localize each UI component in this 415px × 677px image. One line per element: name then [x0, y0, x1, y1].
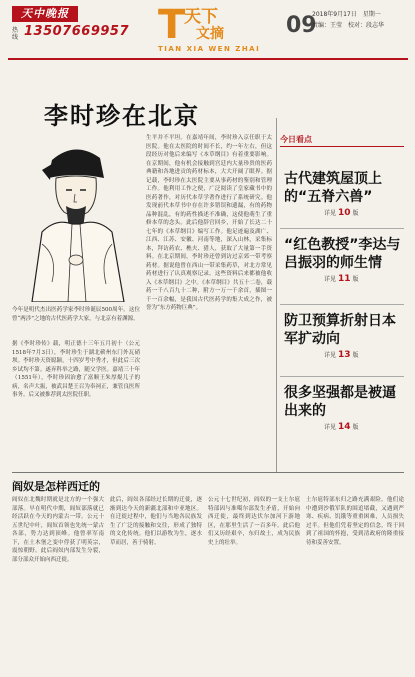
highlight-headline[interactable]: “红色教授”李达与吕振羽的师生情: [284, 237, 401, 271]
ref-prefix: 详见: [324, 424, 337, 431]
ref-suffix: 版: [352, 276, 359, 283]
portrait-caption: 今年是明代杰出医药学家李时珍诞辰500周年。这位曾“两涉”之地的古代医药学大家，与北京有着渊源。: [12, 307, 140, 322]
page-reference: [284, 208, 404, 218]
article-body-left: 据《李时珍传》载，明正德十三年五月初十（公元1518年7月3日），李时珍生于湖北蕲州东门外瓦硝坝。李时珍天资聪颖，十四岁考中秀才，但此后三次乡试均不第。遂弃科举之路，随父学医。嘉靖三十年（1551年），李时珍因治愈了富顺王朱厚焜儿子的病，名声大振，被武昌楚王召为奉祠正，兼管良医所事务。后又被推荐到太医院任职。: [12, 341, 140, 398]
sidebar-divider: [280, 228, 404, 229]
newspaper-logo: 天中晚报: [12, 6, 78, 22]
page-number: 09: [286, 13, 317, 38]
ref-page-number: 14: [338, 422, 351, 432]
sub-article-column: 土尔扈特部东归之路充满艰险。他们途中遭到沙俄军队的围追堵截，又遇到严寒、疾病、饥饿等重重困难，人员损失过半。但他们凭着坚定的信念，终于回到了祖国的怀抱，受到清政府的隆重接待和妥善安置。: [306, 497, 404, 546]
ref-prefix: 详见: [324, 352, 337, 359]
section-big-letter: T: [158, 2, 186, 48]
sub-article-title: 阎奴是怎样西迁的: [12, 480, 100, 493]
ref-suffix: 版: [352, 210, 359, 217]
section-pinyin: TIAN XIA WEN ZHAI: [158, 45, 261, 53]
section-name-line1: 天下: [184, 7, 218, 27]
header-divider: [8, 58, 408, 60]
page-reference: [284, 422, 404, 432]
highlight-headline[interactable]: 防卫预算折射日本军扩动向: [284, 313, 396, 347]
ref-page-number: 13: [338, 350, 351, 360]
issue-date: 2018年9月17日 星期一: [312, 11, 381, 18]
column-divider: [276, 118, 277, 472]
li-shizhen-portrait-image: [12, 132, 138, 302]
ref-suffix: 版: [352, 424, 359, 431]
sub-article-column: 此后，阎奴各部经过长期的迁徙，逐渐到达今天的新疆北部和中亚地区。在迁徙过程中，他们与当地各民族发生了广泛的接触和交往，形成了独特的文化传统。他们以游牧为生，逐水草而居，善于骑射。: [110, 497, 202, 546]
page-reference: [284, 350, 404, 360]
hotline-phone: 13507669957: [24, 24, 129, 39]
section-divider: [12, 472, 404, 473]
editor-credits: 责编：王莹 校对：段志华: [312, 22, 385, 29]
highlight-item[interactable]: [284, 170, 404, 218]
sidebar-divider: [280, 376, 404, 377]
today-highlights-label: 今日看点: [280, 135, 312, 144]
sub-article-column: 阎奴在北魏时期就是北方的一个强大部落。早在明代中期，阎奴部落就已经活跃在今天的内蒙古一带。公元十五世纪中叶，阎奴首领也先统一蒙古各部，势力达到顶峰。他曾率军南下，在土木堡之变中俘获了明英宗，震惊朝野。此后阎奴内部发生分裂，部分部众开始向西迁徙。: [12, 497, 104, 563]
sidebar-divider: [280, 304, 404, 305]
highlight-item[interactable]: [284, 236, 404, 284]
highlight-item[interactable]: [284, 384, 404, 432]
ref-page-number: 10: [338, 208, 351, 218]
highlight-headline[interactable]: 古代建筑屋顶上的“五脊六兽”: [284, 171, 382, 205]
page-header: [0, 0, 415, 60]
article-title: 李时珍在北京: [44, 102, 200, 130]
article-body-middle: 生平并不平坦。在嘉靖年间，李时珍入京任职于太医院。他在太医院的时间不长，约一年左右，但这段经历对他后来编写《本草纲目》有着重要影响。在京期间，他有机会接触到宫廷内大量珍贵的医药典籍和各地进贡的药材标本，大大开阔了眼界。据记载，李时珍在太医院主要从事药材的鉴别和管理工作。他利用工作之便，广泛阅读了皇家藏书中的医药著作，对历代本草学著作进行了系统研究。他发现前代本草书中存在许多错误和遗漏，有的药物品种混乱，有的药性描述不准确，这使他萌生了重修本草的念头。此后他辞官回乡，开始了长达二十七年的《本草纲目》编写工作。他足迹遍及湖广、江西、江苏、安徽、河南等地，深入山林，采集标本，拜访药农、樵夫、猎人，获取了大量第一手资料。在北京期间，李时珍还曾到访过京郊一带考察药材。据说他曾在西山一带采集药草，对北方常见药材进行了认真观察记录。这些资料后来都被他收入《本草纲目》之中。《本草纲目》共五十二卷，载药一千八百九十二种，附方一万一千余首，插图一千一百余幅，是我国古代医药学的集大成之作，被誉为“东方药物巨典”。: [146, 135, 272, 311]
hotline-label: 热线: [12, 27, 19, 41]
highlight-headline[interactable]: 很多坚强都是被逼出来的: [284, 385, 396, 419]
page-reference: [284, 274, 404, 284]
sidebar-header-rule: [280, 146, 404, 147]
section-title: [158, 4, 278, 56]
ref-page-number: 11: [338, 274, 351, 284]
ref-prefix: 详见: [324, 210, 337, 217]
ref-suffix: 版: [352, 352, 359, 359]
sub-article-column: 公元十七世纪初，阎奴的一支土尔扈特部因与准噶尔部发生矛盾，开始向西迁徙，最终到达伏尔加河下游地区，在那里生活了一百多年。此后他们又历经艰辛，东归故土，成为民族史上的壮举。: [208, 497, 300, 546]
section-name-line2: 文摘: [196, 26, 224, 42]
ref-prefix: 详见: [324, 276, 337, 283]
highlight-item[interactable]: [284, 312, 404, 360]
